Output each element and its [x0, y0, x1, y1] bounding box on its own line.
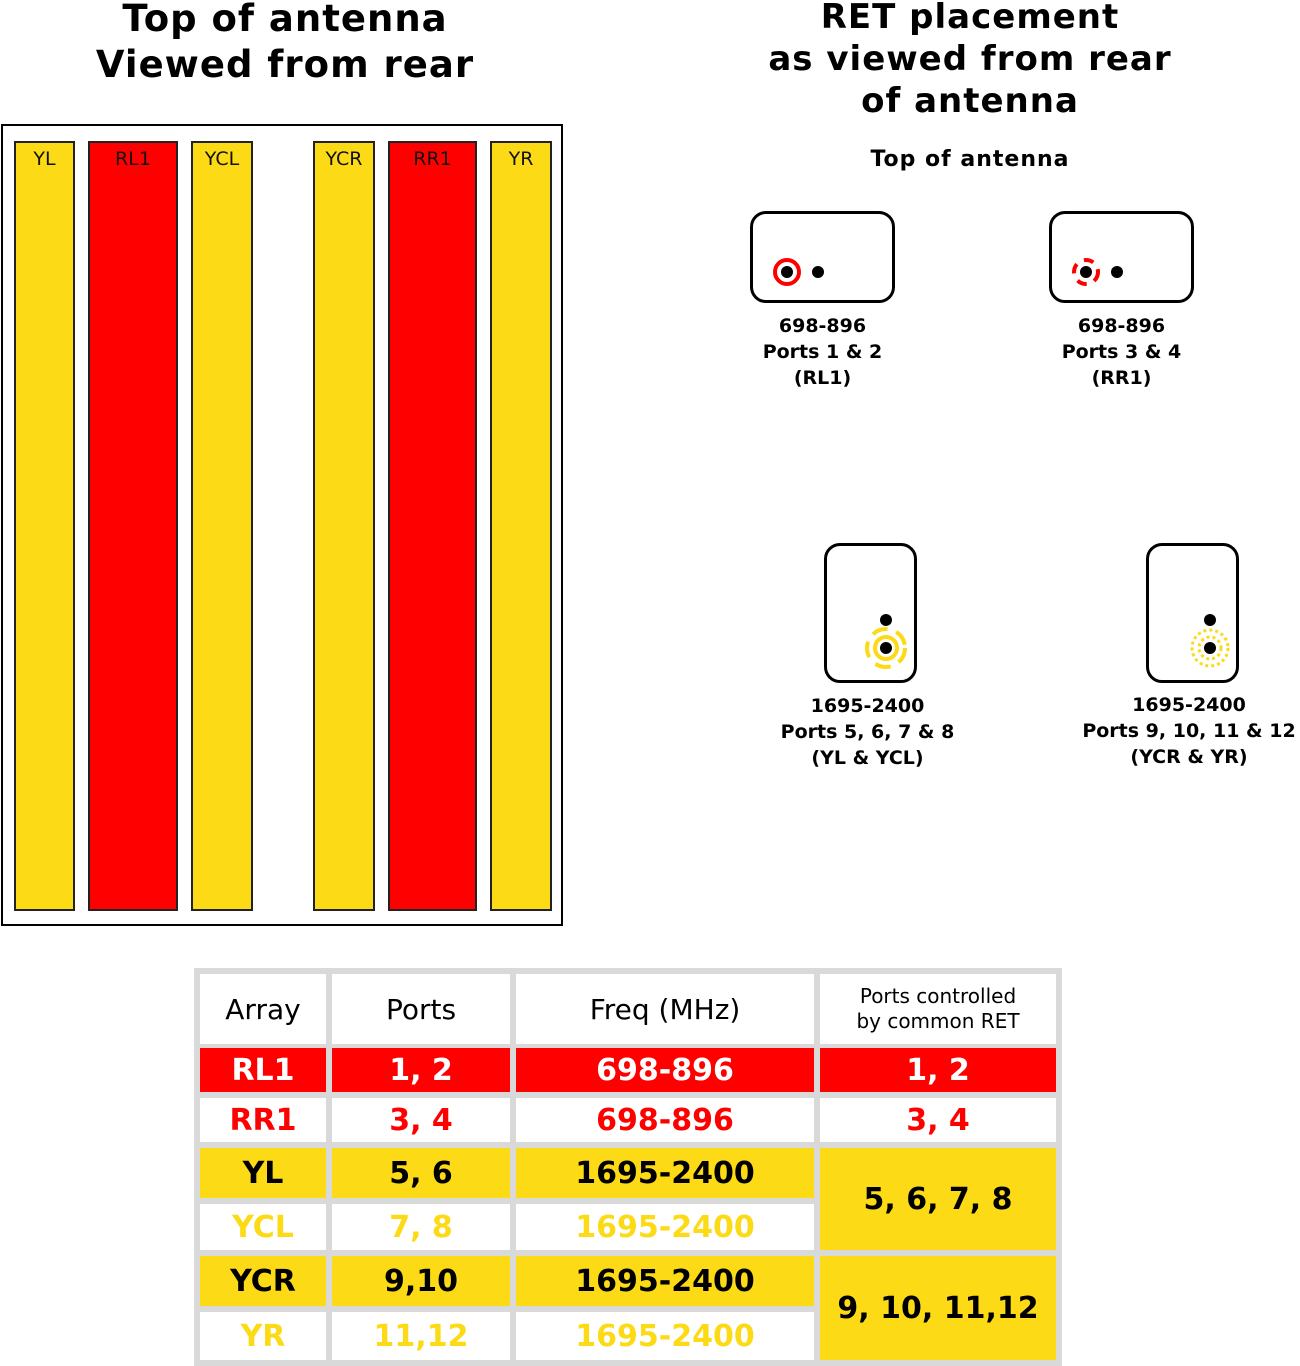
connector-dot-icon [880, 642, 892, 654]
column-label: RL1 [115, 148, 151, 170]
column-label: YCL [204, 148, 240, 170]
ret-arrays: (YCR & YR) [1130, 746, 1248, 768]
column-label: YR [508, 148, 534, 170]
left-title-line-1: Top of antenna [122, 0, 448, 40]
connector-dot-icon [880, 614, 892, 626]
right-title-line-2: as viewed from rear [768, 39, 1172, 79]
connector-dot-icon [1204, 642, 1216, 654]
ret-caption-ycr-yr [1070, 692, 1300, 770]
cell-array-ycr: YCR [200, 1256, 326, 1306]
cell-freq-rr1: 698-896 [516, 1098, 814, 1142]
header-common-ret-line-1: Ports controlled [859, 984, 1017, 1008]
ret-freq: 1695-2400 [1132, 694, 1246, 716]
cell-array-rr1: RR1 [200, 1098, 326, 1142]
ret-freq: 698-896 [1077, 315, 1166, 337]
ret-arrays: (YL & YCL) [811, 747, 924, 769]
ret-ports: Ports 3 & 4 [1061, 341, 1182, 363]
connector-dot-icon [812, 266, 824, 278]
cell-ports-rl1: 1, 2 [332, 1048, 510, 1092]
cell-freq-ycl: 1695-2400 [516, 1204, 814, 1250]
header-common-ret [820, 974, 1056, 1044]
cell-ret-ycr-yr: 9, 10, 11,12 [820, 1256, 1056, 1360]
ret-ports: Ports 1 & 2 [762, 341, 883, 363]
cell-ret-rr1: 3, 4 [820, 1098, 1056, 1142]
cell-freq-ycr: 1695-2400 [516, 1256, 814, 1306]
ret-freq: 698-896 [778, 315, 867, 337]
ports-table [194, 968, 1062, 1366]
connector-dot-icon [1204, 614, 1216, 626]
ret-ports: Ports 5, 6, 7 & 8 [780, 721, 955, 743]
right-title-line-1: RET placement [820, 0, 1120, 37]
column-label: YL [33, 148, 56, 170]
cell-array-yr: YR [200, 1312, 326, 1360]
ret-caption-rr1 [999, 313, 1244, 391]
cell-ports-yr: 11,12 [332, 1312, 510, 1360]
header-freq: Freq (MHz) [516, 974, 814, 1044]
connector-dot-icon [1111, 266, 1123, 278]
left-title-line-2: Viewed from rear [95, 43, 475, 86]
cell-ports-yl: 5, 6 [332, 1148, 510, 1198]
cell-ret-rl1: 1, 2 [820, 1048, 1056, 1092]
cell-freq-rl1: 698-896 [516, 1048, 814, 1092]
cell-array-ycl: YCL [200, 1204, 326, 1250]
cell-freq-yl: 1695-2400 [516, 1148, 814, 1198]
right-title-line-3: of antenna [861, 81, 1079, 121]
cell-array-rl1: RL1 [200, 1048, 326, 1092]
ret-arrays: (RR1) [1091, 367, 1152, 389]
ret-ports: Ports 9, 10, 11 & 12 [1082, 720, 1296, 742]
cell-freq-yr: 1695-2400 [516, 1312, 814, 1360]
ret-freq: 1695-2400 [810, 695, 925, 717]
cell-ret-yl-ycl: 5, 6, 7, 8 [820, 1148, 1056, 1250]
column-label: YCR [325, 148, 363, 170]
connector-dot-icon [781, 266, 793, 278]
connector-dot-icon [1080, 266, 1092, 278]
header-array: Array [200, 974, 326, 1044]
cell-ports-ycl: 7, 8 [332, 1204, 510, 1250]
cell-ports-rr1: 3, 4 [332, 1098, 510, 1142]
header-ports: Ports [332, 974, 510, 1044]
ret-arrays: (RL1) [793, 367, 852, 389]
header-common-ret-line-2: by common RET [856, 1009, 1020, 1033]
top-of-antenna-label: Top of antenna [870, 147, 1070, 172]
cell-ports-ycr: 9,10 [332, 1256, 510, 1306]
column-label: RR1 [413, 148, 452, 170]
cell-array-yl: YL [200, 1148, 326, 1198]
ret-caption-yl-ycl [740, 693, 995, 771]
ret-caption-rl1 [700, 313, 945, 391]
